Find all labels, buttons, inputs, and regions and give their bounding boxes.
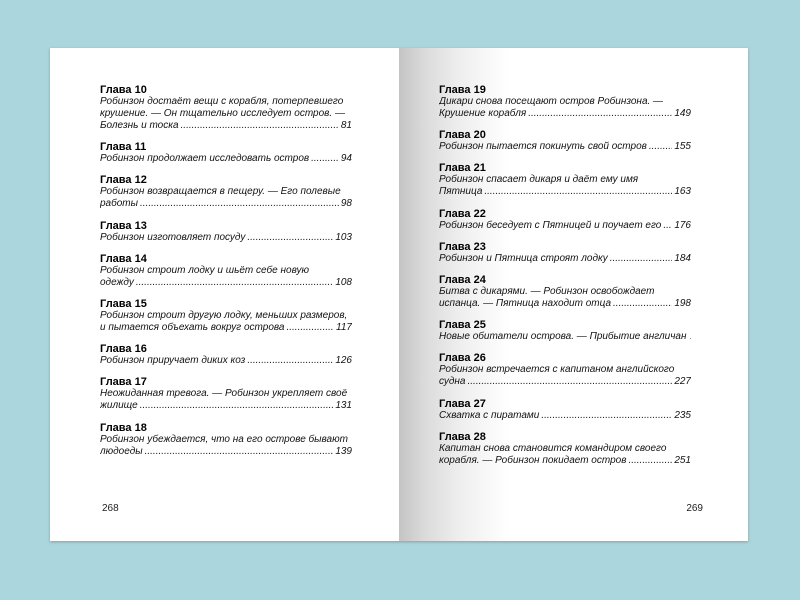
chapter-description-end: одежду xyxy=(100,276,134,288)
chapter-description-line: Капитан снова становится командиром своего xyxy=(439,442,667,454)
chapter-title: Глава 18 xyxy=(100,421,147,434)
chapter-page-number: 103 xyxy=(335,231,352,243)
chapter-page-number xyxy=(690,331,691,343)
chapter-title: Глава 20 xyxy=(439,129,486,142)
chapter-description-end: людоеды xyxy=(100,445,143,457)
chapter-description-end: Новые обитатели острова. — Прибытие англичан xyxy=(439,331,687,343)
chapter-description-line: Робинзон строит другую лодку, меньших размеров, xyxy=(100,309,348,321)
page-number-right: 269 xyxy=(686,503,703,514)
toc-entry xyxy=(100,343,352,367)
toc-entry xyxy=(439,208,691,232)
left-page xyxy=(50,48,399,541)
chapter-leader-line xyxy=(100,446,352,458)
toc-entry xyxy=(439,352,691,388)
toc-entry xyxy=(439,84,691,120)
toc-entry xyxy=(439,431,691,467)
chapter-leader-line xyxy=(439,253,691,265)
chapter-title: Глава 10 xyxy=(100,84,147,96)
chapter-description-end: судна xyxy=(439,376,466,388)
dot-leader xyxy=(286,322,334,334)
chapter-page-number: 155 xyxy=(674,141,691,153)
chapter-leader-line xyxy=(439,220,691,232)
chapter-leader-line xyxy=(100,400,352,412)
chapter-leader-line xyxy=(100,198,352,210)
chapter-page-number: 94 xyxy=(340,153,352,165)
toc-column-right xyxy=(439,84,691,476)
chapter-description-line: Дикари снова посещают остров Робинзона. — xyxy=(439,96,664,107)
chapter-leader-line xyxy=(439,410,691,422)
chapter-leader-line xyxy=(439,455,691,467)
chapter-title: Глава 28 xyxy=(439,430,486,443)
chapter-leader-line xyxy=(439,298,691,310)
chapter-title: Глава 15 xyxy=(100,297,147,310)
chapter-page-number: 81 xyxy=(340,120,352,131)
dot-leader xyxy=(663,220,672,232)
dot-leader xyxy=(528,108,672,120)
toc-entry xyxy=(100,253,352,289)
chapter-description-end: Пятница xyxy=(439,186,483,198)
chapter-page-number: 139 xyxy=(335,445,352,457)
chapter-page-number: 108 xyxy=(335,276,352,288)
chapter-description-end: работы xyxy=(100,198,138,210)
dot-leader xyxy=(140,198,339,210)
chapter-description-end: Робинзон беседует с Пятницей и поучает его xyxy=(439,219,662,231)
chapter-description-end: Робинзон изготовляет посуду xyxy=(100,231,246,243)
chapter-description-end: жилище xyxy=(100,400,138,412)
book-spread xyxy=(50,48,748,541)
dot-leader xyxy=(145,446,334,458)
chapter-leader-line xyxy=(100,322,352,334)
chapter-title: Глава 13 xyxy=(100,219,147,232)
dot-leader xyxy=(140,400,334,412)
toc-entry xyxy=(100,298,352,334)
dot-leader xyxy=(484,186,672,198)
chapter-page-number: 251 xyxy=(674,454,691,466)
chapter-title: Глава 12 xyxy=(100,174,147,187)
chapter-page-number: 98 xyxy=(340,198,352,210)
chapter-page-number: 198 xyxy=(674,297,691,309)
chapter-title: Глава 27 xyxy=(439,397,486,410)
chapter-title: Глава 22 xyxy=(439,207,486,220)
chapter-title: Глава 23 xyxy=(439,240,486,253)
toc-entry xyxy=(100,174,352,210)
chapter-leader-line xyxy=(439,331,691,343)
chapter-description-end: Схватка с пиратами xyxy=(439,409,540,421)
chapter-description-line: крушение. — Он тщательно исследует остров. — xyxy=(100,108,345,119)
chapter-description-line: Робинзон строит лодку и шьёт себе новую xyxy=(100,264,309,276)
chapter-description-end: Робинзон пытается покинуть свой остров xyxy=(439,141,647,153)
dot-leader xyxy=(136,277,333,289)
chapter-leader-line xyxy=(439,186,691,198)
toc-entry xyxy=(439,274,691,310)
chapter-description-end: и пытается объехать вокруг острова xyxy=(100,321,285,333)
chapter-description-end: Робинзон приручает диких коз xyxy=(100,355,246,367)
toc-entry xyxy=(439,241,691,265)
chapter-title: Глава 24 xyxy=(439,273,486,286)
chapter-description-end: Робинзон и Пятница строят лодку xyxy=(439,252,608,264)
chapter-leader-line xyxy=(439,141,691,153)
chapter-description-line: Робинзон возвращается в пещеру. — Его полевые xyxy=(100,186,341,198)
chapter-leader-line xyxy=(100,120,352,132)
chapter-page-number: 227 xyxy=(674,376,691,388)
toc-entry xyxy=(100,220,352,244)
chapter-description-end: Крушение корабля xyxy=(439,108,527,119)
chapter-description-end: Болезнь и тоска xyxy=(100,120,179,131)
chapter-title: Глава 16 xyxy=(100,343,147,356)
dot-leader xyxy=(467,376,672,388)
chapter-page-number: 176 xyxy=(674,219,691,231)
chapter-description-line: Неожиданная тревога. — Робинзон укрепляет своё xyxy=(100,388,348,400)
chapter-title: Глава 14 xyxy=(100,252,147,265)
dot-leader xyxy=(628,455,672,467)
chapter-leader-line xyxy=(100,153,352,165)
dot-leader xyxy=(247,232,333,244)
chapter-title: Глава 17 xyxy=(100,376,147,389)
toc-entry xyxy=(439,319,691,343)
page-number-left: 268 xyxy=(102,503,119,514)
right-page xyxy=(399,48,748,541)
chapter-leader-line xyxy=(100,277,352,289)
chapter-page-number: 149 xyxy=(674,108,691,119)
chapter-title: Глава 19 xyxy=(439,84,486,96)
chapter-page-number: 117 xyxy=(336,321,352,333)
dot-leader xyxy=(247,355,333,367)
chapter-leader-line xyxy=(439,108,691,120)
chapter-description-end: Робинзон продолжает исследовать остров xyxy=(100,153,310,165)
chapter-description-end: испанца. — Пятница находит отца xyxy=(439,297,612,309)
toc-entry xyxy=(100,422,352,458)
chapter-page-number: 235 xyxy=(674,409,691,421)
chapter-page-number: 184 xyxy=(674,252,691,264)
toc-column-left xyxy=(100,84,352,467)
chapter-title: Глава 11 xyxy=(100,141,147,154)
toc-entry xyxy=(100,84,352,132)
chapter-page-number: 126 xyxy=(335,355,352,367)
chapter-page-number: 163 xyxy=(674,186,691,198)
chapter-description-line: Робинзон достаёт вещи с корабля, потерпевшего xyxy=(100,96,344,107)
dot-leader xyxy=(541,410,672,422)
chapter-leader-line xyxy=(100,355,352,367)
chapter-description-line: Битва с дикарями. — Робинзон освобождает xyxy=(439,285,655,297)
toc-entry xyxy=(439,162,691,198)
chapter-page-number: 131 xyxy=(335,400,352,412)
dot-leader xyxy=(181,120,339,132)
chapter-leader-line xyxy=(439,376,691,388)
toc-entry xyxy=(100,141,352,165)
dot-leader xyxy=(649,141,672,153)
dot-leader xyxy=(610,253,673,265)
chapter-description-line: Робинзон встречается с капитаном английского xyxy=(439,364,675,376)
toc-entry xyxy=(100,376,352,412)
chapter-title: Глава 26 xyxy=(439,352,486,365)
dot-leader xyxy=(613,298,672,310)
chapter-title: Глава 21 xyxy=(439,162,486,175)
chapter-leader-line xyxy=(100,232,352,244)
chapter-description-line: Робинзон убеждается, что на его острове бывают xyxy=(100,433,348,445)
chapter-description-end: корабля. — Робинзон покидает остров xyxy=(439,454,627,466)
chapter-title: Глава 25 xyxy=(439,319,486,332)
toc-entry xyxy=(439,129,691,153)
chapter-description-line: Робинзон спасает дикаря и даёт ему имя xyxy=(439,174,639,186)
dot-leader xyxy=(311,153,339,165)
toc-entry xyxy=(439,398,691,422)
